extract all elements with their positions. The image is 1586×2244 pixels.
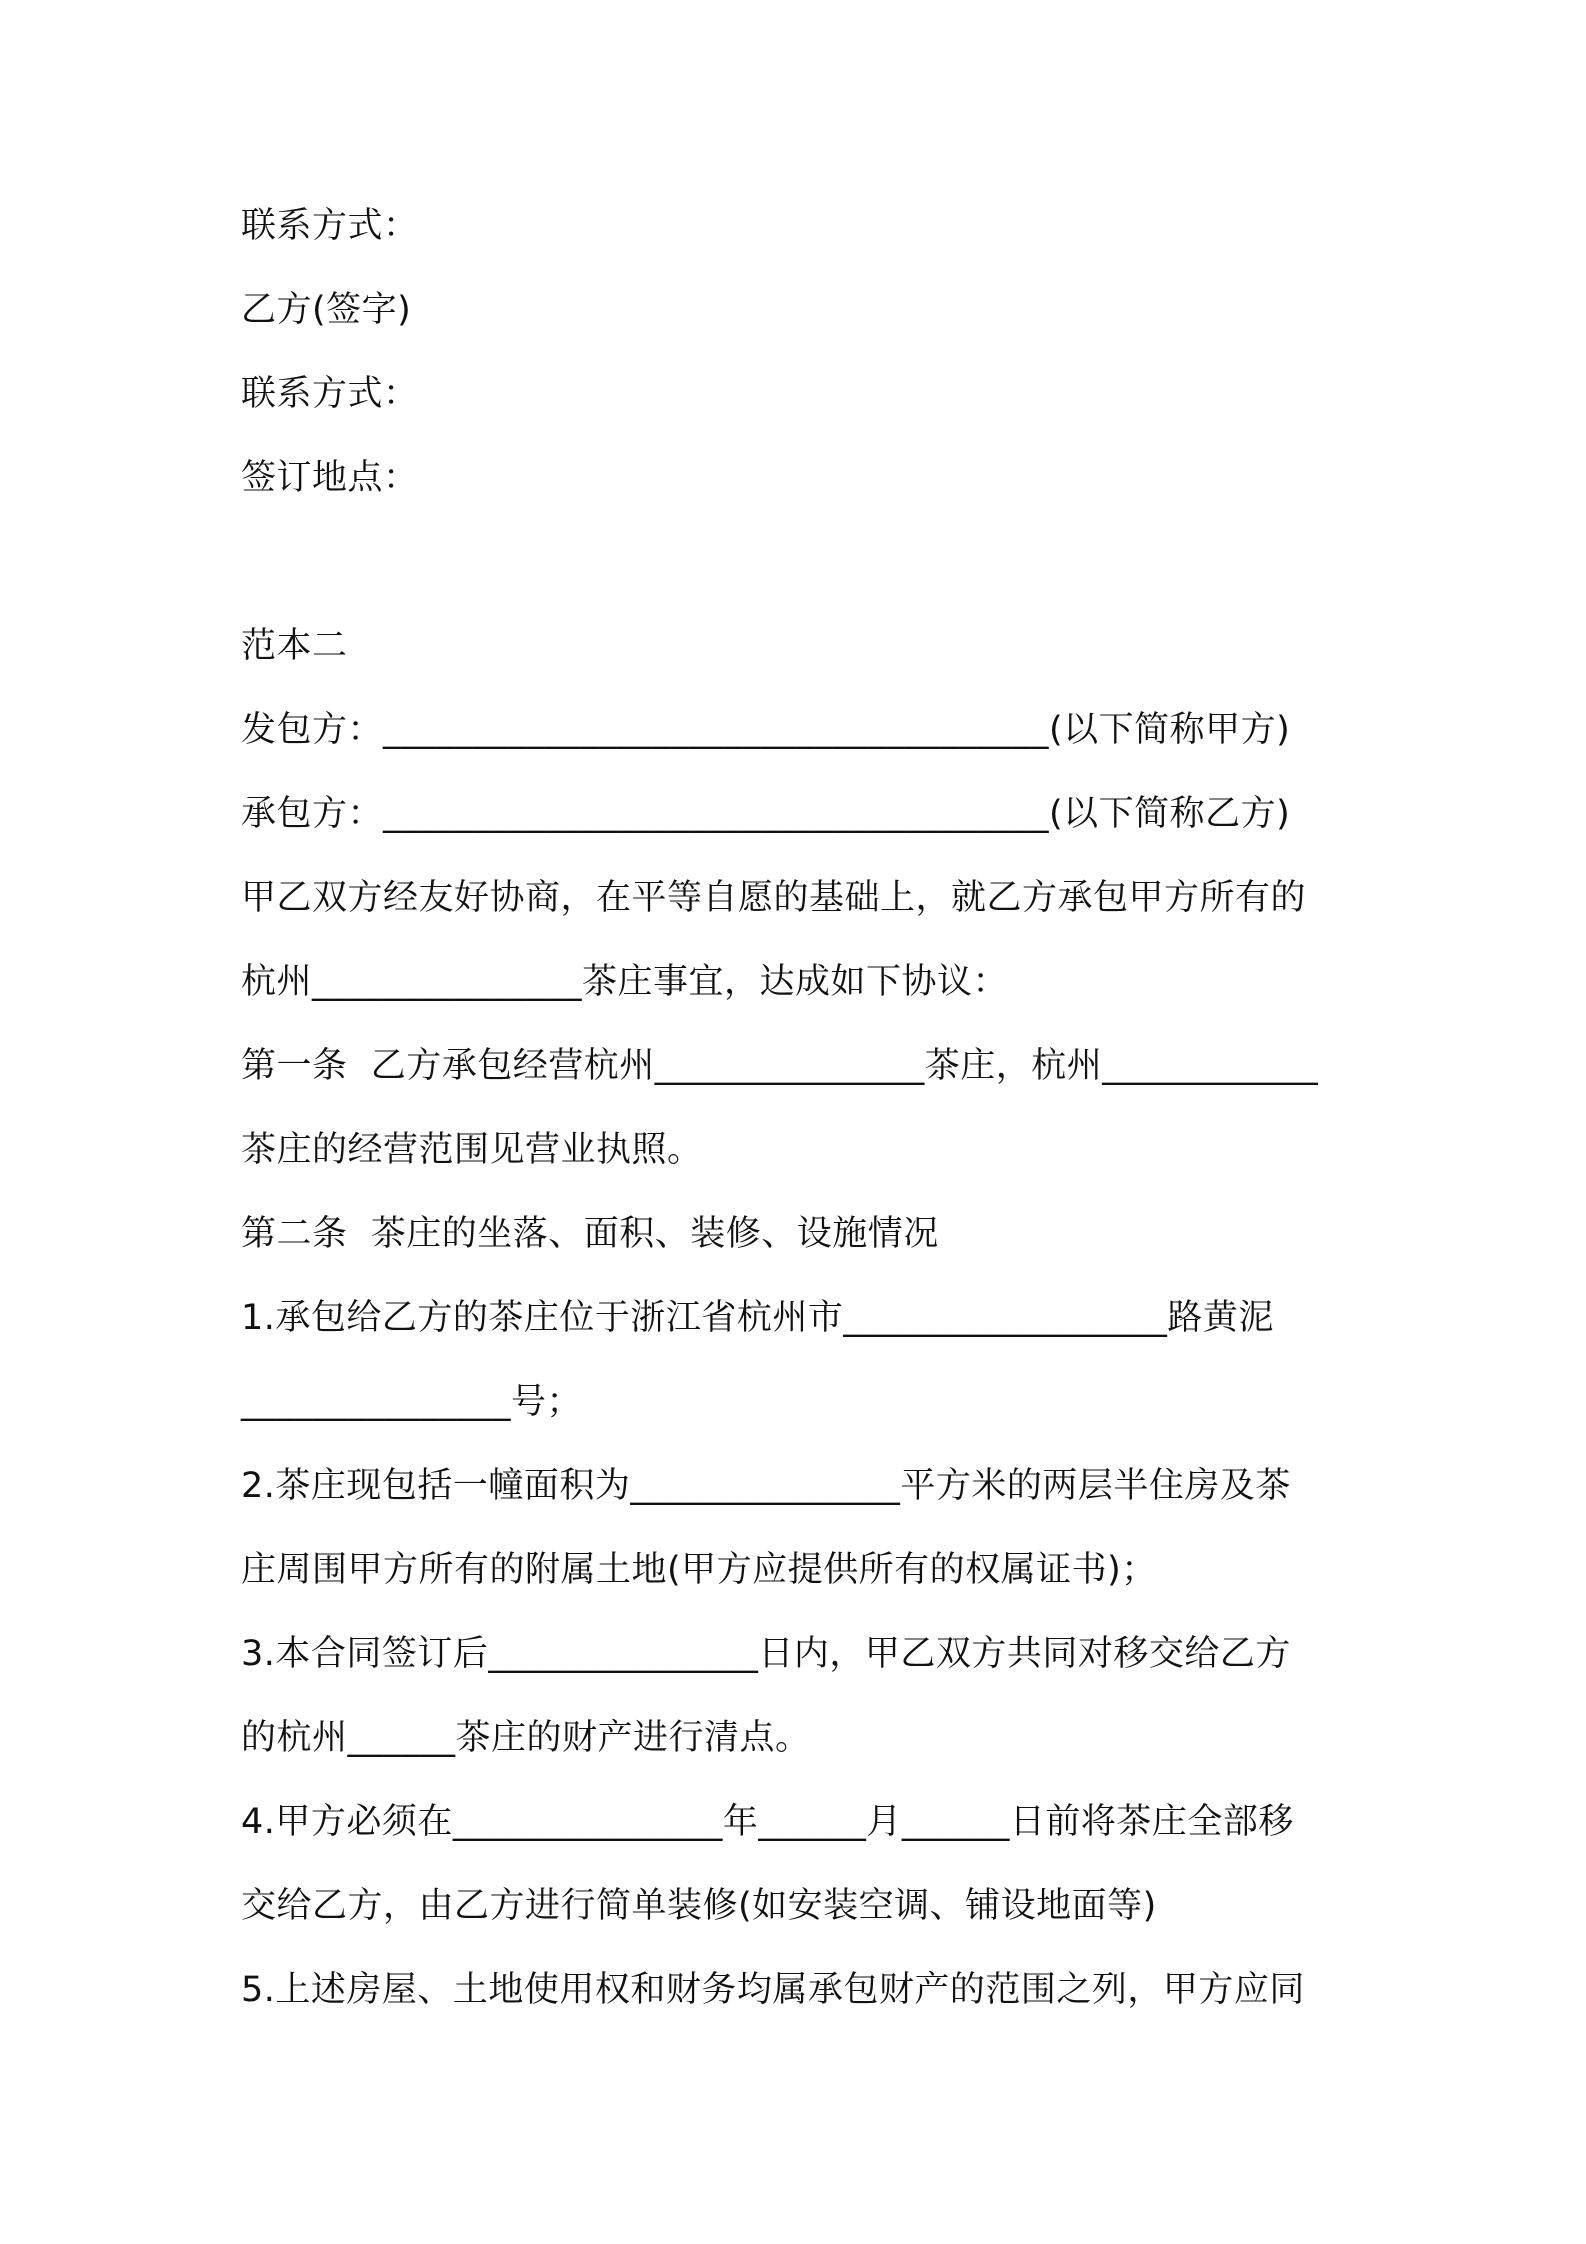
clause-3-line-2: 的杭州______茶庄的财产进行清点。: [241, 1718, 811, 1758]
clause-4-line-1: 4.甲方必须在_______________年______月______日前将茶庄全部移: [241, 1802, 1294, 1842]
preamble-line-2: 杭州_______________茶庄事宜，达成如下协议：: [241, 962, 1009, 1002]
clause-1-line-2: _______________号；: [241, 1382, 583, 1422]
article-1-line-2: 茶庄的经营范围见营业执照。: [241, 1130, 703, 1170]
contact-label-1: 联系方式：: [241, 206, 419, 246]
contact-label-2: 联系方式：: [241, 374, 419, 414]
clause-1-line-1: 1.承包给乙方的茶庄位于浙江省杭州市__________________路黄泥: [241, 1298, 1274, 1338]
article-2-heading: 第二条 茶庄的坐落、面积、装修、设施情况: [241, 1214, 939, 1254]
contractor-line: 发包方：_____________________________________(以下简称甲方): [241, 710, 1291, 750]
party-b-signature: 乙方(签字): [241, 290, 412, 330]
clause-3-line-1: 3.本合同签订后_______________日内，甲乙双方共同对移交给乙方: [241, 1634, 1291, 1674]
signing-place: 签订地点：: [241, 458, 419, 498]
article-1-line-1: 第一条 乙方承包经营杭州_______________茶庄，杭州____________: [241, 1046, 1319, 1086]
clause-2-line-1: 2.茶庄现包括一幢面积为_______________平方米的两层半住房及茶: [241, 1466, 1291, 1506]
clause-5-line-1: 5.上述房屋、土地使用权和财务均属承包财产的范围之列，甲方应同: [241, 1970, 1305, 2010]
preamble-line-1: 甲乙双方经友好协商，在平等自愿的基础上，就乙方承包甲方所有的: [241, 878, 1307, 918]
clause-4-line-2: 交给乙方，由乙方进行简单装修(如安装空调、铺设地面等): [241, 1886, 1157, 1926]
contractee-line: 承包方：_____________________________________(以下简称乙方): [241, 794, 1291, 834]
template-heading: 范本二: [241, 626, 348, 666]
clause-2-line-2: 庄周围甲方所有的附属土地(甲方应提供所有的权属证书)；: [241, 1550, 1157, 1590]
